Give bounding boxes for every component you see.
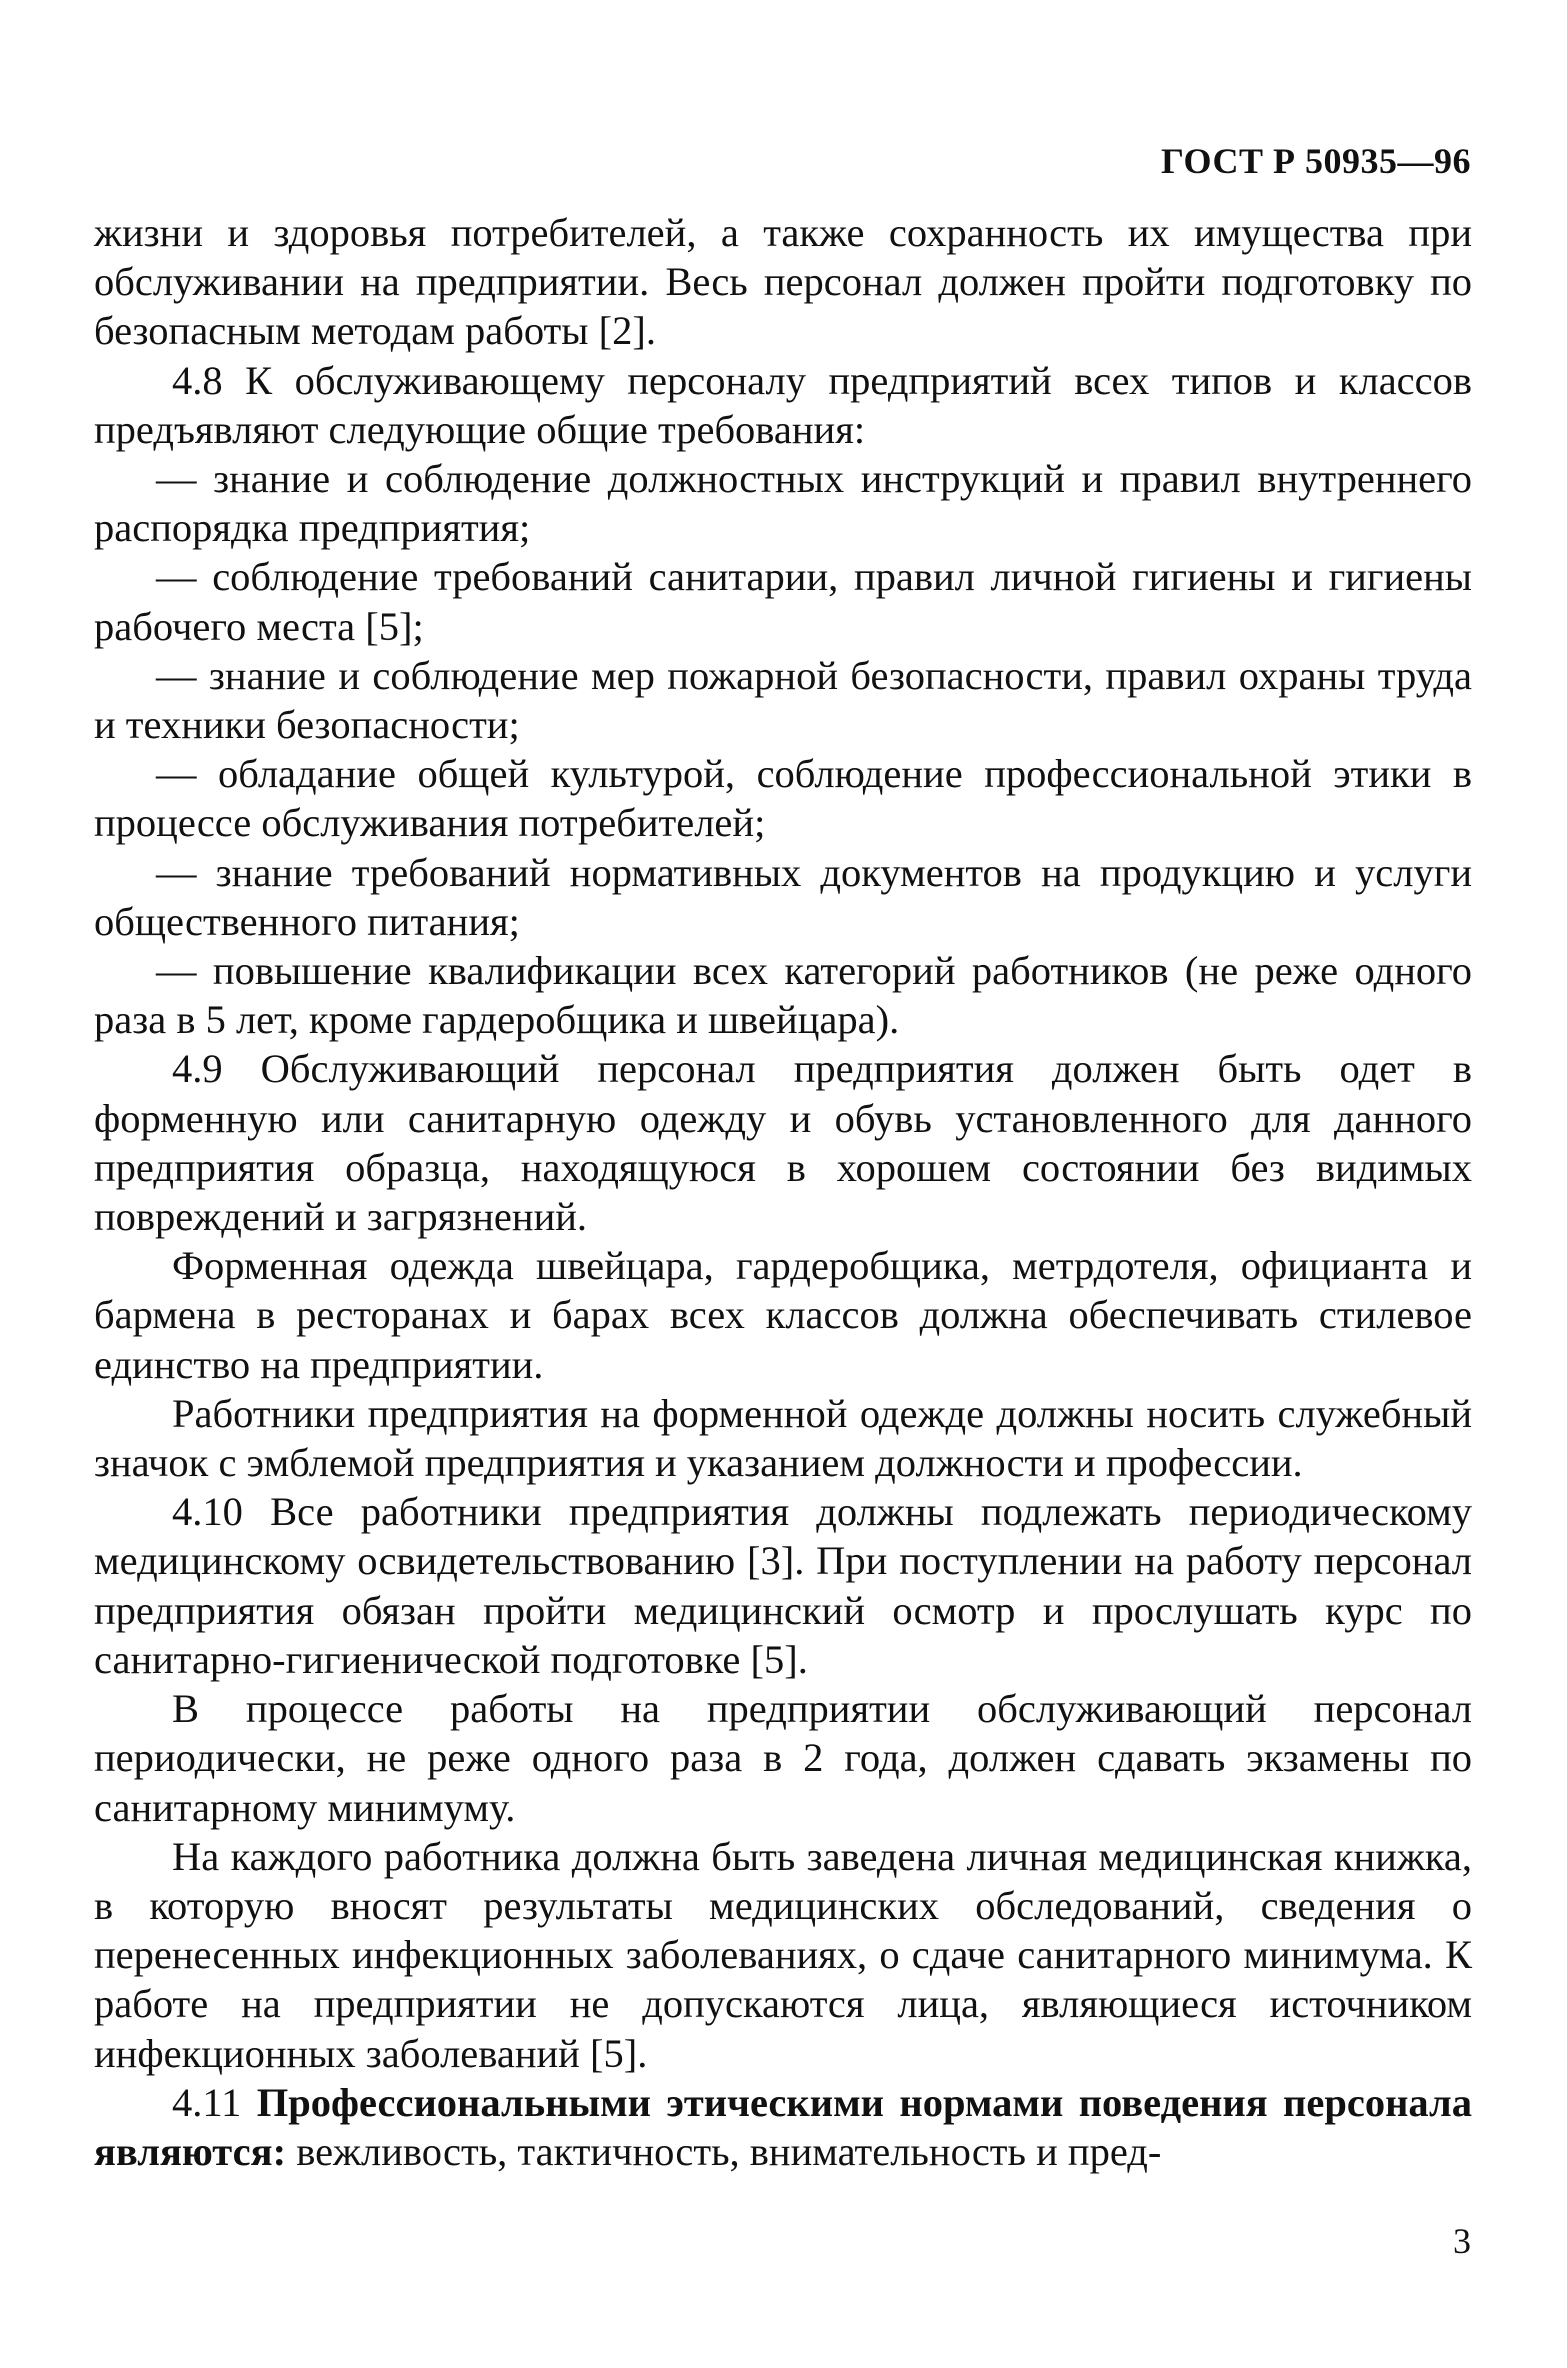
ethics-rest: вежливость, тактичность, внимательность и пред- [286,2128,1162,2174]
paragraph-badge: Работники предприятия на форменной одежде должны носить служебный значок с эмблемой предприятия и указанием должности и профессии. [94,1390,1472,1486]
document-body [94,208,1472,2176]
paragraph-4-11 [94,2078,1472,2176]
list-item-duties: — знание и соблюдение должностных инструкций и правил внутреннего распорядка предприятия; [94,456,1472,551]
page-number: 3 [1453,2221,1471,2261]
list-item-culture: — обладание общей культурой, соблюдение профессиональной этики в процессе обслуживания потребителей; [94,751,1472,846]
paragraph-4-8: 4.8 К обслуживающему персоналу предприятий всех типов и классов предъявляют следующие общие требования: [94,357,1472,452]
paragraph-exams: В процессе работы на предприятии обслуживающий персонал периодически, не реже одного раза в 2 года, должен сдавать экзамены по санитарному минимуму. [94,1686,1472,1830]
list-item-qualification: — повышение квалификации всех категорий работников (не реже одного раза в 5 лет, кроме гардеробщика и швейцара). [94,948,1472,1043]
paragraph-continuation: жизни и здоровья потребителей, а также сохранность их имущества при обслуживании на предприятии. Весь персонал должен пройти подготовку по безопасным методам работы [2]. [94,210,1472,354]
list-item-sanitary: — соблюдение требований санитарии, правил личной гигиены и гигиены рабочего места [5]; [94,554,1472,649]
paragraph-4-9: 4.9 Обслуживающий персонал предприятия должен быть одет в форменную или санитарную одежду и обувь установленного для данного предприятия образца, находящуюся в хорошем состоянии без видимых повреждений и загрязнений. [94,1046,1472,1240]
paragraph-uniform: Форменная одежда швейцара, гардеробщика, метрдотеля, официанта и бармена в ресторанах и барах всех классов должна обеспечивать стилевое единство на предприятии. [94,1243,1472,1387]
list-item-fire-safety: — знание и соблюдение мер пожарной безопасности, правил охраны труда и техники безопасности; [94,652,1472,748]
paragraph-4-10: 4.10 Все работники предприятия должны подлежать периодическому медицинскому освидетельствованию [3]. При поступлении на работу персонал предприятия обязан пройти медицинский осмотр и прослушать курс по санитарно-гигиенической подготовке [5]. [94,1489,1472,1682]
document-code-header: ГОСТ Р 50935—96 [1161,141,1471,181]
clause-number: 4.11 [172,2079,242,2125]
bold-ethics-lead: Профессиональными этическими нормами поведения персонала являются: [94,2079,1472,2174]
list-item-normative-docs: — знание требований нормативных документов на продукцию и услуги общественного питания; [94,849,1472,944]
paragraph-medical-book: На каждого работника должна быть заведена личная медицинская книжка, в которую вносят результаты медицинских обследований, сведения о перенесенных инфекционных заболеваниях, о сдаче санитарного минимума. К работе на предприятии не допускаются лица, являющиеся источником инфекционных заболеваний [5]. [94,1833,1472,2076]
